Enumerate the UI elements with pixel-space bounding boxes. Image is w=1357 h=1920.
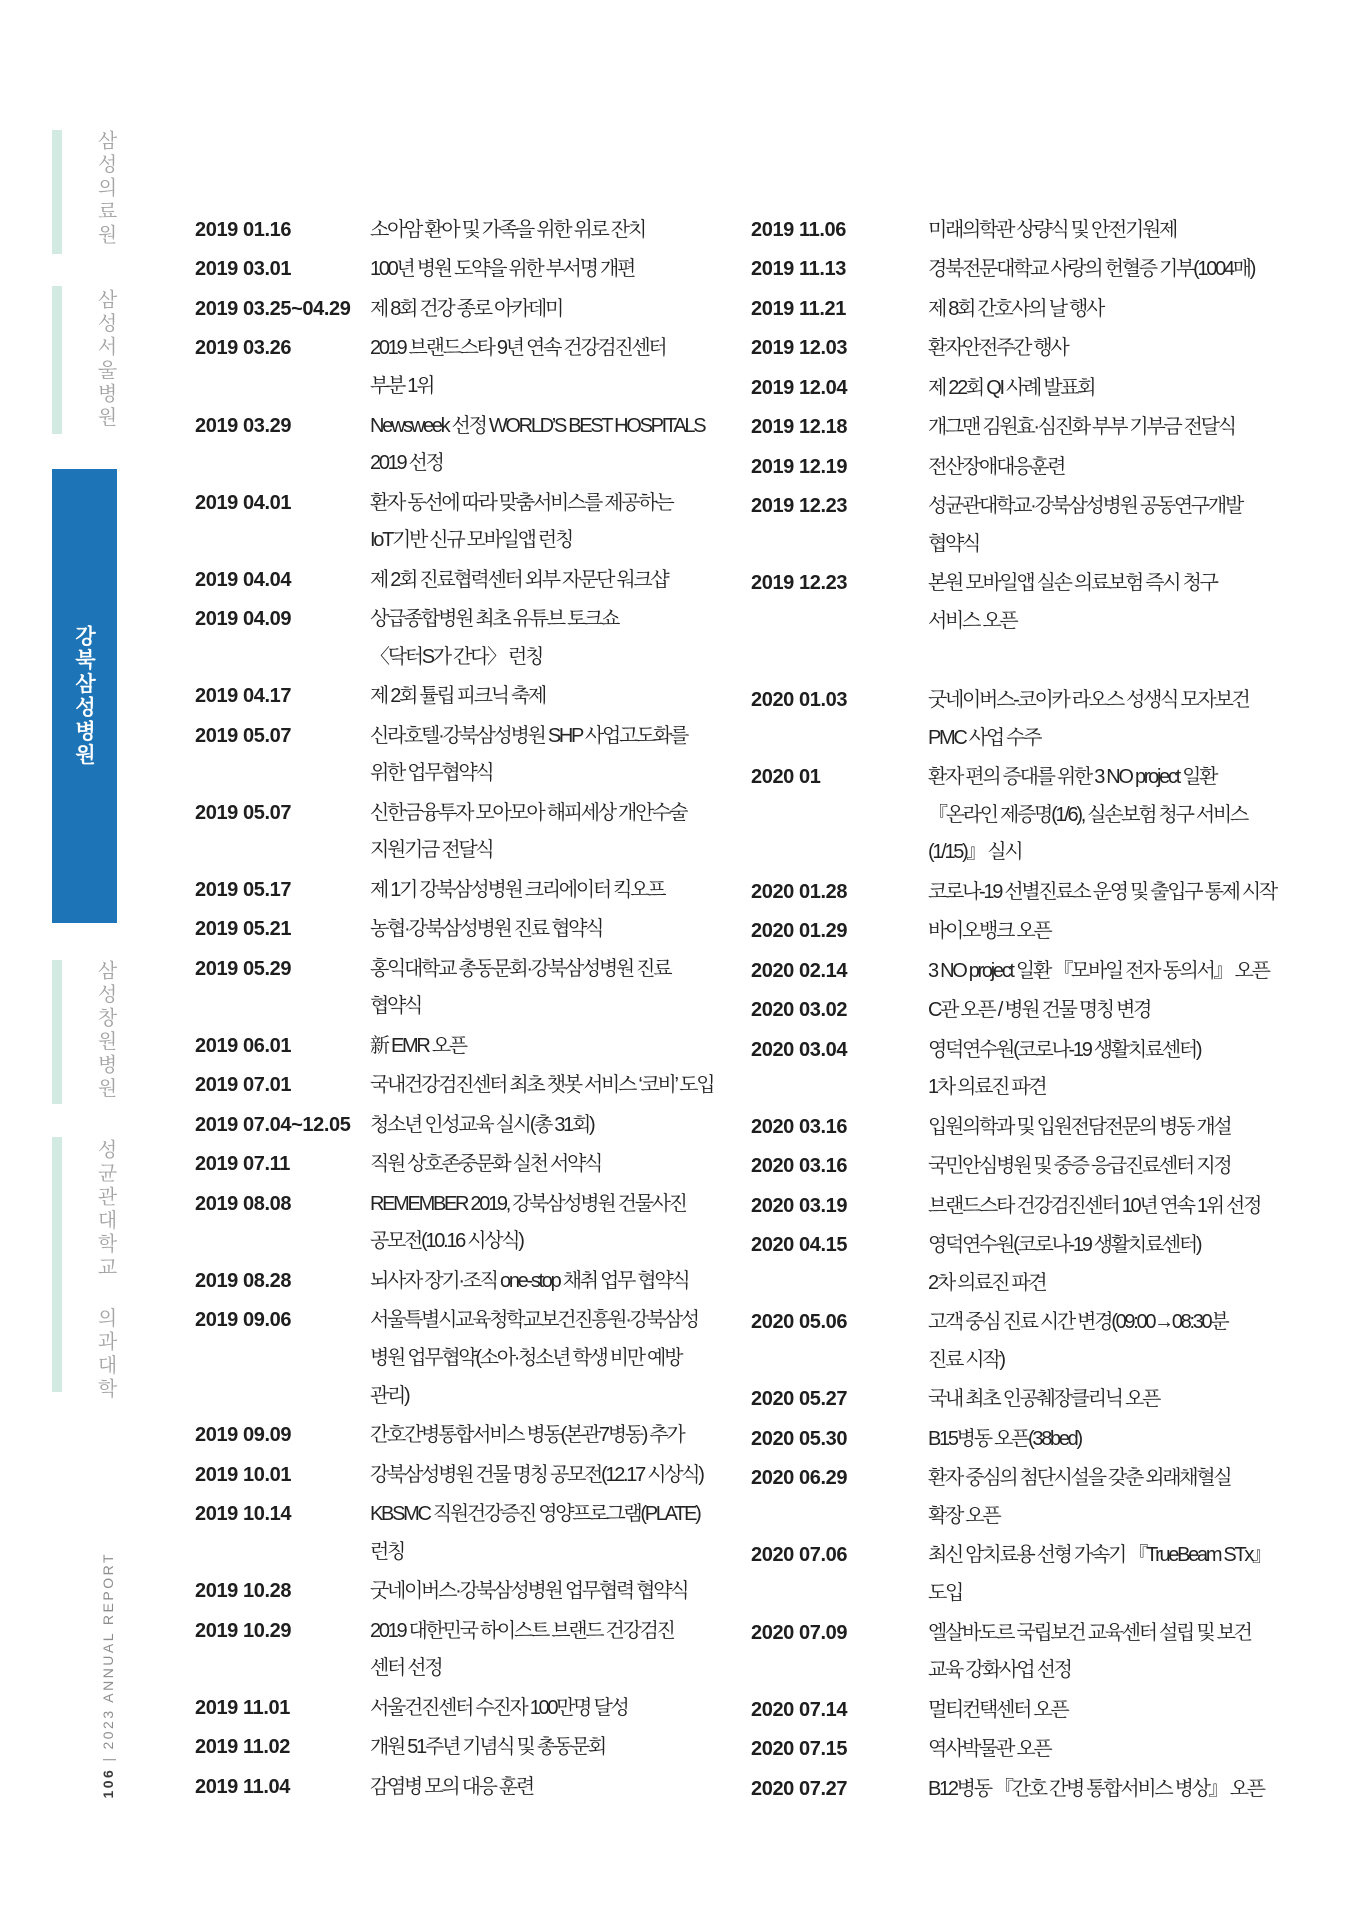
event-description — [928, 1421, 1317, 1459]
event-text-line: 국내 최초 인공췌장클리닉 오픈 — [928, 1388, 1160, 1411]
timeline-row — [751, 1188, 1317, 1226]
event-description — [928, 370, 1317, 408]
event-date: 2019 06.01 — [195, 1034, 292, 1057]
event-text-line: IoT기반 신규 모바일앱 런칭 — [370, 529, 572, 552]
event-date: 2019 03.25~04.29 — [195, 297, 351, 320]
event-description — [928, 212, 1317, 250]
timeline-row — [195, 1496, 740, 1571]
event-description — [928, 1188, 1317, 1226]
event-date: 2019 08.08 — [195, 1192, 292, 1215]
event-description — [928, 449, 1317, 487]
event-date: 2020 04.15 — [751, 1234, 848, 1257]
event-date: 2019 04.09 — [195, 608, 292, 631]
event-description — [928, 409, 1317, 447]
event-text-line: (1/15)』 실시 — [928, 841, 1022, 864]
event-date: 2019 04.01 — [195, 491, 292, 514]
timeline-row — [195, 1457, 740, 1495]
event-date: 2019 11.21 — [751, 297, 846, 320]
event-date: 2019 07.11 — [195, 1153, 290, 1176]
event-date: 2020 03.16 — [751, 1155, 848, 1178]
timeline-column-left — [195, 212, 740, 1808]
event-date: 2019 10.01 — [195, 1463, 292, 1486]
timeline-row — [751, 449, 1317, 487]
timeline-row — [195, 330, 740, 405]
timeline-row — [751, 1227, 1317, 1302]
event-date: 2019 10.14 — [195, 1503, 292, 1526]
timeline-row — [751, 682, 1317, 757]
event-text-line: 제 1기 강북삼성병원 크리에이터 킥오프 — [370, 878, 665, 901]
event-text-line: 2019 대한민국 하이스트 브랜드 건강검진 — [370, 1619, 674, 1642]
event-description — [928, 1771, 1317, 1809]
timeline-row — [195, 951, 740, 1026]
timeline-row — [195, 291, 740, 329]
event-date: 2019 11.04 — [195, 1775, 290, 1798]
tab-indicator-bar — [52, 1137, 62, 1392]
event-text-line: 지원기금 전달식 — [370, 839, 493, 862]
event-date: 2019 03.01 — [195, 258, 292, 281]
event-date: 2019 12.19 — [751, 455, 848, 478]
timeline-row — [195, 1186, 740, 1261]
event-date: 2020 07.09 — [751, 1621, 848, 1644]
timeline-row — [195, 562, 740, 600]
event-text-line: 엘살바도르 국립보건 교육센터 설립 및 보건 — [928, 1621, 1251, 1644]
event-text-line: 제 8회 건강 종로 아카데미 — [370, 297, 563, 320]
active-tab-label: 강북삼성병원 — [72, 624, 97, 768]
event-text-line: 런칭 — [370, 1540, 405, 1563]
timeline-row — [195, 601, 740, 676]
event-description — [370, 718, 740, 793]
event-text-line: 제 8회 간호사의 날 행사 — [928, 297, 1104, 320]
event-text-line: 멀티컨택센터 오픈 — [928, 1698, 1068, 1721]
event-date: 2019 07.01 — [195, 1074, 292, 1097]
event-date: 2019 03.29 — [195, 414, 292, 437]
timeline-row — [751, 488, 1317, 563]
event-text-line: 2019 브랜드스타 9년 연속 건강검진센터 — [370, 337, 666, 360]
event-text-line: 농협·강북삼성병원 진료 협약식 — [370, 918, 603, 941]
event-text-line: 코로나-19 선별진료소 운영 및 출입구 통제 시작 — [928, 880, 1276, 903]
timeline-row — [195, 1729, 740, 1767]
event-description — [370, 1186, 740, 1261]
timeline-row — [751, 1615, 1317, 1690]
timeline-row — [751, 251, 1317, 289]
event-text-line: 新 EMR 오픈 — [370, 1034, 466, 1057]
event-description — [370, 1067, 740, 1105]
timeline-row — [751, 874, 1317, 912]
event-date: 2019 05.07 — [195, 801, 292, 824]
event-text-line: 본원 모바일앱 실손 의료보험 즉시 청구 — [928, 572, 1217, 595]
event-date: 2019 04.04 — [195, 568, 292, 591]
event-description — [370, 251, 740, 289]
event-date: 2020 03.19 — [751, 1194, 848, 1217]
event-text-line: 환자 동선에 따라 맞춤서비스를 제공하는 — [370, 491, 673, 514]
event-text-line: 역사박물관 오픈 — [928, 1738, 1051, 1761]
event-text-line: 제 2회 튤립 피크닉 축제 — [370, 685, 546, 708]
event-description — [928, 1109, 1317, 1147]
event-date: 2019 11.13 — [751, 258, 846, 281]
event-text-line: Newsweek 선정 WORLD’S BEST HOSPITALS — [370, 414, 705, 437]
event-description — [370, 601, 740, 676]
event-description — [928, 874, 1317, 912]
event-description — [928, 1615, 1317, 1690]
event-text-line: 『온라인 제증명(1/6), 실손보험 청구 서비스 — [928, 803, 1247, 826]
event-text-line: 굿네이버스-코이카 라오스 성생식 모자보건 — [928, 689, 1249, 712]
event-text-line: 신한금융투자 모아모아 해피세상 개안수술 — [370, 801, 687, 824]
event-text-line: 고객 중심 진료 시간 변경(09:00→08:30분 — [928, 1311, 1228, 1334]
event-text-line: 1차 의료진 파견 — [928, 1076, 1046, 1099]
event-text-line: 감염병 모의 대응 훈련 — [370, 1775, 533, 1798]
timeline-row — [751, 1109, 1317, 1147]
timeline-row — [195, 795, 740, 870]
event-date: 2020 05.30 — [751, 1427, 848, 1450]
event-text-line: 홍익대학교 총동문회·강북삼성병원 진료 — [370, 957, 671, 980]
event-description — [370, 1263, 740, 1301]
event-date: 2019 12.03 — [751, 337, 848, 360]
sidebar-tab-samsung-changwon-hospital: 삼성창원병원 — [94, 960, 118, 1101]
timeline-row — [195, 212, 740, 250]
event-text-line: 3 NO project 일환 『모바일 전자 동의서』 오픈 — [928, 959, 1269, 982]
event-date: 2019 09.09 — [195, 1424, 292, 1447]
timeline-row — [195, 251, 740, 289]
event-date: 2019 11.01 — [195, 1696, 290, 1719]
timeline-row — [195, 1302, 740, 1415]
event-text-line: 신라호텔·강북삼성병원 SHP 사업고도화를 — [370, 724, 688, 747]
event-text-line: 제 2회 진료협력센터 외부 자문단 워크샵 — [370, 568, 668, 591]
event-description — [928, 251, 1317, 289]
event-text-line: 간호간병통합서비스 병동(본관7병동) 추가 — [370, 1424, 684, 1447]
event-description — [370, 1417, 740, 1455]
timeline-row — [751, 330, 1317, 368]
event-text-line: 2019 선정 — [370, 452, 443, 475]
timeline-row — [751, 1148, 1317, 1186]
event-description — [370, 1107, 740, 1145]
event-description — [370, 1496, 740, 1571]
event-text-line: 확장 오픈 — [928, 1504, 1000, 1527]
event-description — [928, 330, 1317, 368]
event-text-line: 공모전(10.16 시상식) — [370, 1230, 523, 1253]
event-description — [370, 911, 740, 949]
event-date: 2020 01 — [751, 766, 821, 789]
event-description — [370, 1769, 740, 1807]
timeline-row — [751, 992, 1317, 1030]
event-text-line: 전산장애대응훈련 — [928, 455, 1065, 478]
event-text-line: PMC 사업 수주 — [928, 726, 1041, 749]
event-description — [928, 1381, 1317, 1419]
event-date: 2019 10.28 — [195, 1580, 292, 1603]
event-text-line: 서울건진센터 수진자 100만명 달성 — [370, 1696, 628, 1719]
page-footer — [99, 1552, 117, 1799]
event-text-line: B15병동 오픈(38bed) — [928, 1427, 1081, 1450]
event-text-line: 서비스 오픈 — [928, 610, 1017, 633]
event-date: 2019 10.29 — [195, 1619, 292, 1642]
event-date: 2019 11.02 — [195, 1736, 290, 1759]
event-date: 2020 03.16 — [751, 1115, 848, 1138]
event-date: 2019 07.04~12.05 — [195, 1113, 351, 1136]
event-description — [928, 1537, 1317, 1612]
event-text-line: REMEMBER 2019, 강북삼성병원 건물사진 — [370, 1192, 686, 1215]
event-text-line: 강북삼성병원 건물 명칭 공모전(12.17 시상식) — [370, 1463, 703, 1486]
event-text-line: B12병동 『간호 간병 통합서비스 병상』 오픈 — [928, 1777, 1264, 1800]
event-description — [370, 678, 740, 716]
event-description — [928, 913, 1317, 951]
timeline-row — [195, 1067, 740, 1105]
event-text-line: 영덕연수원(코로나-19 생활치료센터) — [928, 1234, 1201, 1257]
event-description — [370, 291, 740, 329]
timeline-row — [195, 485, 740, 560]
event-description — [928, 1227, 1317, 1302]
timeline-row — [195, 1263, 740, 1301]
event-date: 2020 01.29 — [751, 920, 848, 943]
event-description — [928, 1692, 1317, 1730]
sidebar-tab-kangbuk-samsung-hospital-active — [52, 469, 117, 923]
timeline-row — [195, 1028, 740, 1066]
event-text-line: 미래의학관 상량식 및 안전기원제 — [928, 219, 1177, 241]
event-date: 2020 06.29 — [751, 1467, 848, 1490]
timeline-row — [195, 1573, 740, 1611]
event-text-line: 바이오뱅크 오픈 — [928, 920, 1051, 943]
event-text-line: C관 오픈 / 병원 건물 명칭 변경 — [928, 999, 1151, 1022]
event-description — [928, 291, 1317, 329]
timeline-row — [751, 565, 1317, 640]
event-date: 2020 03.04 — [751, 1038, 848, 1061]
event-date: 2020 02.14 — [751, 959, 848, 982]
event-text-line: 센터 선정 — [370, 1657, 442, 1680]
event-text-line: 브랜드스타 건강검진센터 10년 연속 1위 선정 — [928, 1194, 1261, 1217]
event-text-line: 병원 업무협약(소아·청소년 학생 비만 예방 — [370, 1347, 682, 1370]
timeline-row — [751, 1692, 1317, 1730]
event-text-line: 환자 중심의 첨단시설을 갖춘 외래채혈실 — [928, 1467, 1231, 1490]
event-description — [928, 1148, 1317, 1186]
event-date: 2019 04.17 — [195, 685, 292, 708]
event-text-line: 100년 병원 도약을 위한 부서명 개편 — [370, 258, 635, 281]
timeline-row — [195, 1146, 740, 1184]
event-date: 2020 01.03 — [751, 689, 848, 712]
timeline-row — [195, 1769, 740, 1807]
event-description — [928, 488, 1317, 563]
event-text-line: 국내건강검진센터 최초 챗봇 서비스 ‘코비’ 도입 — [370, 1074, 714, 1097]
timeline-column-right — [751, 212, 1317, 1810]
timeline-row — [751, 1771, 1317, 1809]
event-text-line: 경북전문대학교 사랑의 헌혈증 기부(1004매) — [928, 258, 1255, 281]
timeline-row — [195, 1613, 740, 1688]
event-description — [928, 992, 1317, 1030]
event-text-line: 〈닥터S가 간다〉 런칭 — [370, 645, 543, 668]
event-description — [928, 1304, 1317, 1379]
event-date: 2020 03.02 — [751, 999, 848, 1022]
event-text-line: 부분 1위 — [370, 375, 434, 398]
timeline-row — [751, 212, 1317, 250]
event-text-line: 최신 암치료용 선형 가속기 『TrueBeam STx』 — [928, 1544, 1270, 1567]
event-text-line: 국민안심병원 및 중증 응급진료센터 지정 — [928, 1155, 1231, 1178]
event-text-line: 협약식 — [928, 532, 980, 555]
event-date: 2019 12.18 — [751, 416, 848, 439]
timeline-row — [751, 1421, 1317, 1459]
timeline-row — [195, 872, 740, 910]
timeline-row — [195, 408, 740, 483]
timeline-row — [195, 1107, 740, 1145]
timeline-row — [751, 759, 1317, 872]
event-date: 2019 08.28 — [195, 1269, 292, 1292]
event-description — [370, 330, 740, 405]
event-description — [928, 1460, 1317, 1535]
event-date: 2019 05.07 — [195, 724, 292, 747]
event-description — [370, 1302, 740, 1415]
timeline-row — [195, 678, 740, 716]
timeline-row — [751, 291, 1317, 329]
event-text-line: 교육 강화사업 선정 — [928, 1659, 1071, 1682]
event-text-line: 영덕연수원(코로나-19 생활치료센터) — [928, 1038, 1201, 1061]
year-break-spacer — [751, 643, 1317, 683]
event-date: 2020 07.06 — [751, 1544, 848, 1567]
timeline-row — [195, 911, 740, 949]
event-date: 2019 03.26 — [195, 337, 292, 360]
page-number: 106 — [100, 1767, 116, 1799]
event-description — [370, 1613, 740, 1688]
event-description — [928, 1032, 1317, 1107]
event-text-line: 관리) — [370, 1384, 409, 1407]
event-text-line: 협약식 — [370, 995, 422, 1018]
event-description — [928, 759, 1317, 872]
event-description — [370, 1729, 740, 1767]
sidebar-tab-skku-medicine: 성균관대학교 의과대학 — [94, 1139, 118, 1402]
event-description — [370, 212, 740, 250]
event-text-line: 제 22회 QI 사례 발표회 — [928, 376, 1095, 399]
event-description — [928, 1731, 1317, 1769]
event-text-line: 개그맨 김원효·심진화 부부 기부금 전달식 — [928, 416, 1235, 439]
event-text-line: 환자 편의 증대를 위한 3 NO project 일환 — [928, 766, 1217, 789]
timeline-row — [195, 718, 740, 793]
event-date: 2019 12.23 — [751, 572, 848, 595]
timeline-row — [195, 1690, 740, 1728]
event-text-line: 개원 51주년 기념식 및 총동문회 — [370, 1736, 605, 1759]
event-description — [928, 682, 1317, 757]
report-title: 2023 ANNUAL REPORT — [100, 1552, 116, 1750]
event-description — [370, 1690, 740, 1728]
event-date: 2020 01.28 — [751, 880, 848, 903]
event-date: 2019 05.29 — [195, 957, 292, 980]
timeline-row — [751, 409, 1317, 447]
event-date: 2019 09.06 — [195, 1309, 292, 1332]
footer-separator: | — [100, 1755, 116, 1762]
event-date: 2019 11.06 — [751, 219, 846, 241]
event-date: 2019 12.04 — [751, 376, 848, 399]
timeline-row — [751, 1731, 1317, 1769]
timeline-row — [751, 913, 1317, 951]
event-text-line: 위한 업무협약식 — [370, 762, 493, 785]
timeline-row — [751, 1460, 1317, 1535]
event-text-line: 뇌사자 장기·조직 one-stop 채취 업무 협약식 — [370, 1269, 689, 1292]
event-date: 2020 05.06 — [751, 1311, 848, 1334]
tab-indicator-bar — [52, 960, 62, 1104]
timeline-row — [751, 953, 1317, 991]
event-text-line: 진료 시작) — [928, 1348, 1004, 1371]
timeline-row — [195, 1417, 740, 1455]
event-description — [370, 1457, 740, 1495]
event-text-line: 굿네이버스·강북삼성병원 업무협력 협약식 — [370, 1580, 688, 1603]
timeline-row — [751, 370, 1317, 408]
event-text-line: 입원의학과 및 입원전담전문의 병동 개설 — [928, 1115, 1231, 1138]
tab-indicator-bar — [52, 130, 62, 254]
event-date: 2019 12.23 — [751, 495, 848, 518]
timeline-row — [751, 1537, 1317, 1612]
event-description — [370, 1146, 740, 1184]
event-date: 2020 07.15 — [751, 1738, 848, 1761]
event-description — [370, 951, 740, 1026]
event-description — [928, 953, 1317, 991]
event-description — [370, 562, 740, 600]
sidebar-tab-samsung-seoul-hospital: 삼성서울병원 — [94, 289, 118, 430]
event-date: 2020 07.14 — [751, 1698, 848, 1721]
event-date: 2020 07.27 — [751, 1777, 848, 1800]
event-text-line: 도입 — [928, 1582, 963, 1605]
event-description — [928, 565, 1317, 640]
event-text-line: 2차 의료진 파견 — [928, 1271, 1046, 1294]
event-text-line: 직원 상호존중문화 실천 서약식 — [370, 1153, 602, 1176]
event-description — [370, 485, 740, 560]
event-description — [370, 795, 740, 870]
event-date: 2019 05.21 — [195, 918, 292, 941]
timeline-row — [751, 1381, 1317, 1419]
event-text-line: 성균관대학교·강북삼성병원 공동연구개발 — [928, 495, 1242, 518]
sidebar-tab-samsung-medical-center: 삼성의료원 — [94, 130, 118, 248]
event-date: 2019 05.17 — [195, 878, 292, 901]
event-description — [370, 1573, 740, 1611]
event-description — [370, 872, 740, 910]
event-text-line: 청소년 인성교육 실시(총 31회) — [370, 1113, 594, 1136]
event-text-line: KBSMC 직원건강증진 영양프로그램(PLATE) — [370, 1503, 700, 1526]
timeline-row — [751, 1032, 1317, 1107]
event-description — [370, 1028, 740, 1066]
event-text-line: 상급종합병원 최초 유튜브 토크쇼 — [370, 608, 619, 631]
timeline-row — [751, 1304, 1317, 1379]
event-text-line: 소아암 환아 및 가족을 위한 위로 잔치 — [370, 219, 645, 241]
event-text-line: 서울특별시교육청학교보건진흥원·강북삼성 — [370, 1309, 698, 1332]
event-date: 2019 01.16 — [195, 219, 292, 241]
event-date: 2020 05.27 — [751, 1388, 848, 1411]
event-description — [370, 408, 740, 483]
tab-indicator-bar — [52, 286, 62, 434]
event-text-line: 환자안전주간 행사 — [928, 337, 1068, 360]
